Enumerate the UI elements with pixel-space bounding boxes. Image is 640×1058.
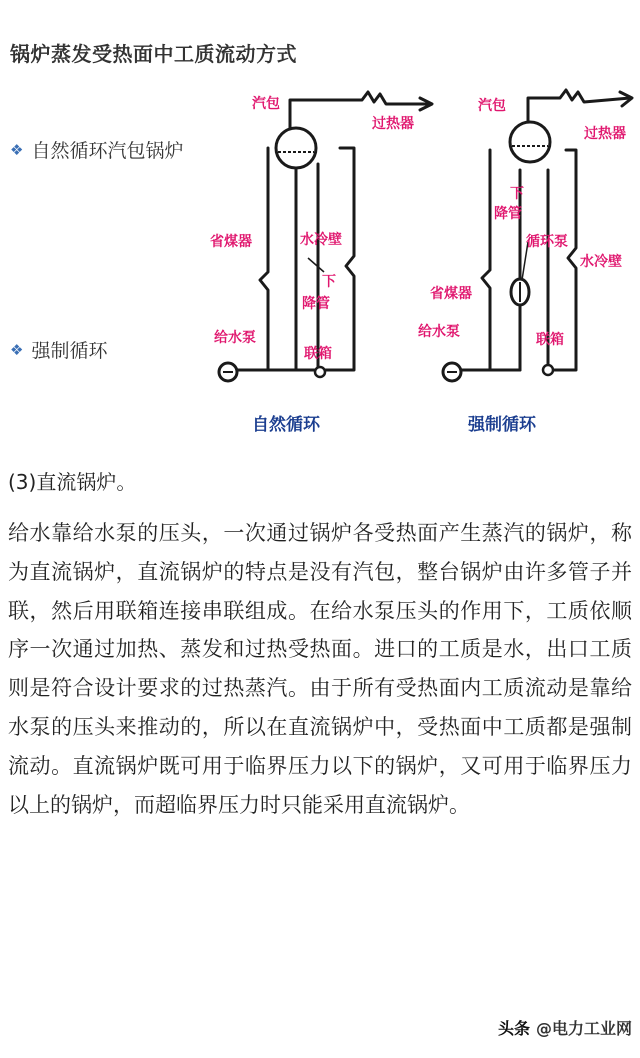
label-feedwater-pump: 给水泵	[214, 330, 256, 346]
label-drum: 汽包	[252, 96, 280, 112]
account-name: @电力工业网	[535, 1019, 632, 1038]
label-downcomer: 下	[322, 274, 336, 290]
label-circulation-pump: 循环泵	[526, 234, 568, 250]
header-icon	[315, 367, 325, 377]
boiler-circulation-diagram	[0, 80, 640, 450]
label-downcomer: 降管	[302, 296, 330, 312]
label-downcomer: 降管	[494, 206, 522, 222]
caption-forced-circulation: 强制循环	[468, 415, 536, 435]
label-economizer: 省煤器	[430, 286, 472, 302]
label-feedwater-pump: 给水泵	[418, 324, 460, 340]
bullet-label: 强制循环	[31, 340, 108, 362]
diamond-bullet-icon: ❖	[10, 140, 24, 159]
page-title: 锅炉蒸发受热面中工质流动方式	[10, 42, 297, 66]
circulation-pump-icon	[511, 279, 529, 305]
diamond-bullet-icon: ❖	[10, 340, 24, 359]
drum-icon	[276, 128, 316, 168]
label-economizer: 省煤器	[210, 234, 252, 250]
label-waterwall: 水冷壁	[300, 232, 342, 248]
label-superheater: 过热器	[372, 116, 414, 132]
feedwater-pump-icon	[219, 363, 237, 381]
caption-natural-circulation: 自然循环	[252, 415, 320, 435]
body-paragraph: 给水靠给水泵的压头，一次通过锅炉各受热面产生蒸汽的锅炉，称为直流锅炉，直流锅炉的特点是没有汽包，整台锅炉由许多管子并联，然后用联箱连接串联组成。在给水泵压头的作用下，工质依顺序一次通过加热、蒸发和过热受热面。进口的工质是水，出口工质则是符合设计要求的过热蒸汽。由于所有受热面内工质流动是靠给水泵的压头来推动的，所以在直流锅炉中，受热面中工质都是强制流动。直流锅炉既可用于临界压力以下的锅炉，又可用于临界压力以上的锅炉，而超临界压力时只能采用直流锅炉。	[8, 521, 632, 817]
label-superheater: 过热器	[584, 126, 626, 142]
drum-icon	[510, 122, 550, 162]
label-header: 联箱	[536, 332, 564, 348]
header-icon	[543, 365, 553, 375]
label-header: 联箱	[304, 346, 332, 362]
feedwater-pump-icon	[443, 363, 461, 381]
bullet-label: 自然循环汽包锅炉	[31, 140, 184, 162]
section-heading: (3)直流锅炉。	[8, 470, 137, 494]
label-drum: 汽包	[478, 98, 506, 114]
label-downcomer: 下	[510, 186, 524, 202]
platform-logo-text: 头条	[497, 1019, 530, 1038]
watermark	[498, 1016, 632, 1039]
label-waterwall: 水冷壁	[580, 254, 622, 270]
